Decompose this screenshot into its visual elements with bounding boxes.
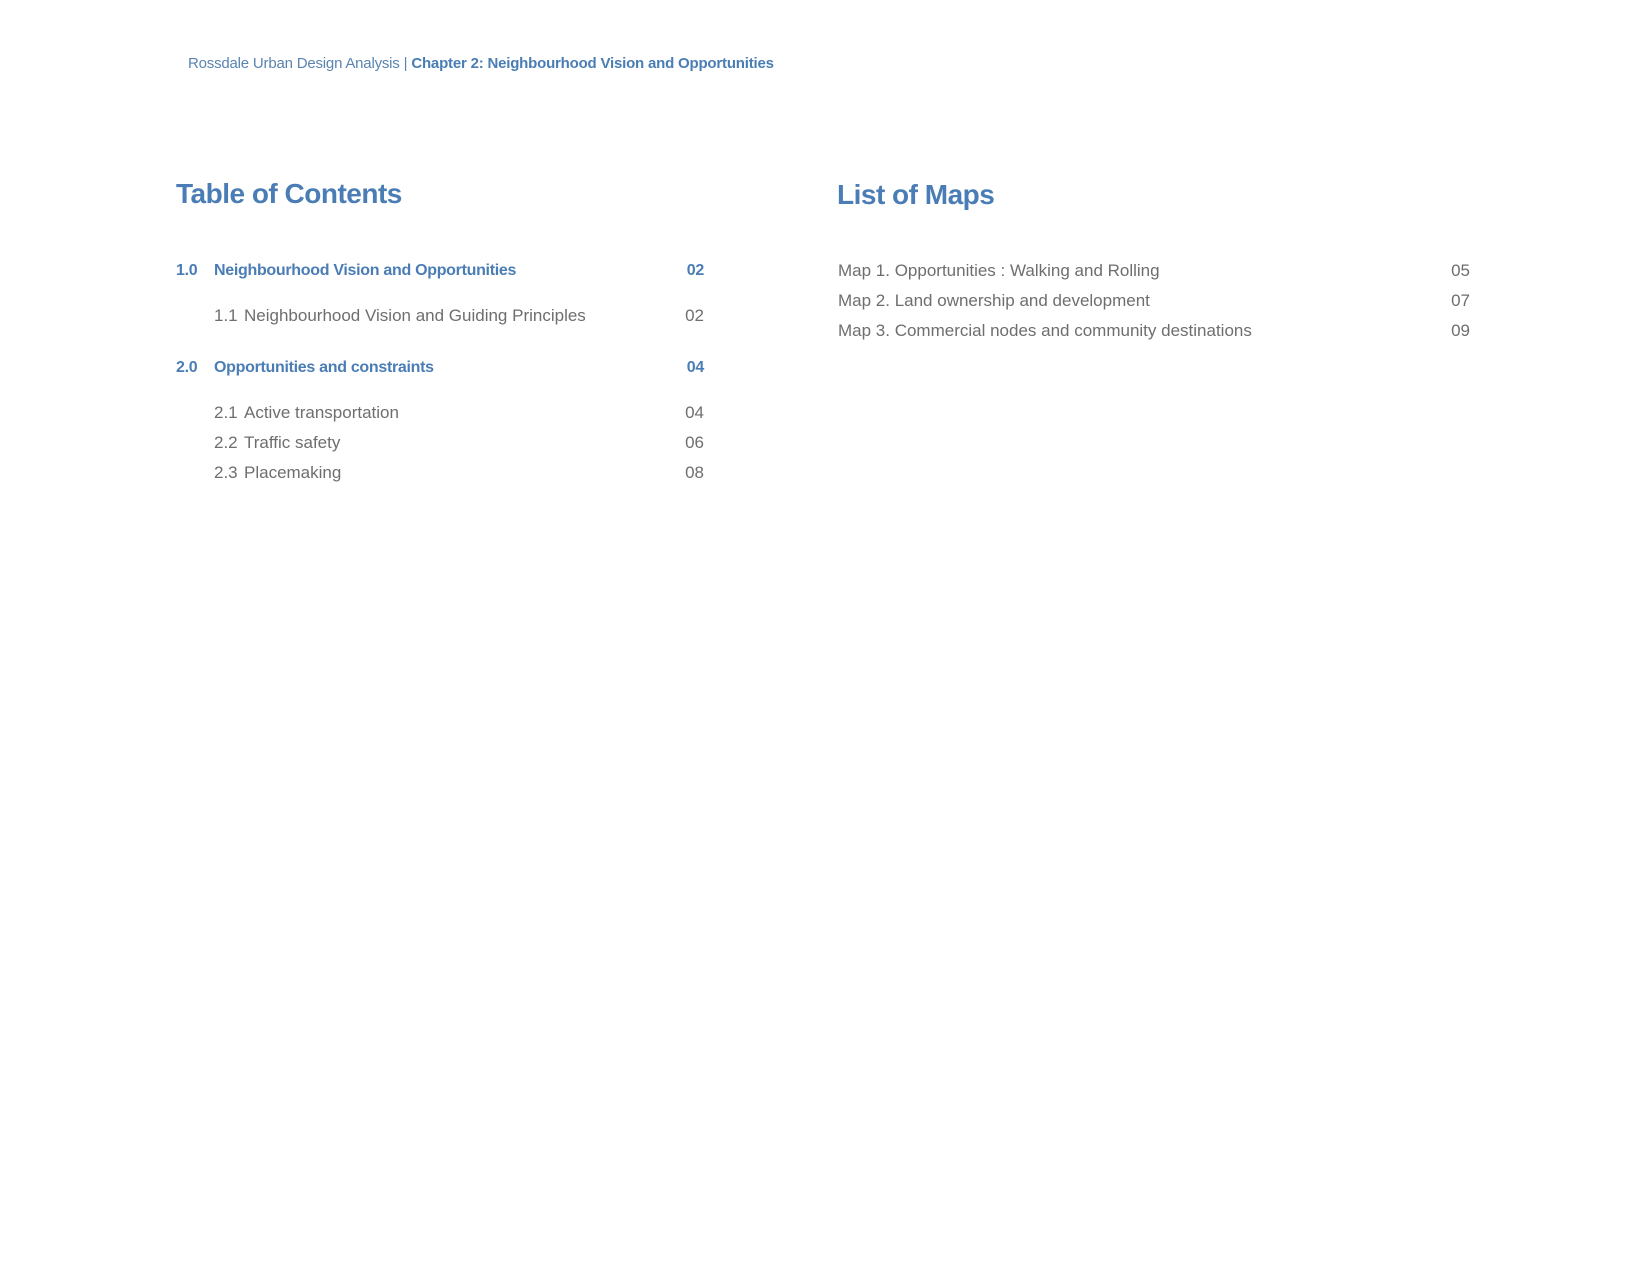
toc-heading: Table of Contents [176,178,402,209]
toc-subsection-2-3[interactable] [176,461,704,485]
map-label: Map 2. Land ownership and development [838,291,1150,310]
subsection-number: 2.1 [214,403,238,422]
chapter-title: Chapter 2: Neighbourhood Vision and Opportunities [411,55,774,72]
section-label: Opportunities and constraints [214,359,434,376]
map-entry-2[interactable] [838,289,1470,313]
subsection-label: Placemaking [244,463,342,482]
subsection-page: 06 [685,433,704,452]
subsection-page: 08 [685,463,704,482]
map-page: 07 [1451,291,1470,310]
maps-heading: List of Maps [837,179,995,210]
toc-subsection-2-2[interactable] [176,431,704,455]
toc-subsection-1-1[interactable] [176,304,704,328]
section-label: Neighbourhood Vision and Opportunities [214,262,517,279]
subsection-page: 04 [685,403,704,422]
subsection-number: 2.2 [214,433,238,452]
toc-subsection-2-1[interactable] [176,401,704,425]
map-entry-1[interactable] [838,259,1470,283]
map-page: 05 [1451,261,1470,280]
running-header [188,55,774,72]
section-page: 02 [686,262,704,279]
header-separator: | [403,55,408,72]
subsection-label: Active transportation [244,403,399,422]
subsection-number: 2.3 [214,463,238,482]
subsection-page: 02 [685,306,704,325]
subsection-label: Neighbourhood Vision and Guiding Principles [244,306,586,325]
subsection-number: 1.1 [214,306,238,325]
section-page: 04 [686,359,704,376]
subsection-label: Traffic safety [244,433,341,452]
section-number: 1.0 [176,262,198,279]
map-page: 09 [1451,321,1470,340]
toc-section-1[interactable] [176,259,704,283]
map-label: Map 1. Opportunities : Walking and Rolling [838,261,1160,280]
map-entry-3[interactable] [838,319,1470,343]
section-number: 2.0 [176,359,198,376]
toc-section-2[interactable] [176,356,704,380]
map-label: Map 3. Commercial nodes and community destinations [838,321,1252,340]
document-title: Rossdale Urban Design Analysis [188,55,400,72]
